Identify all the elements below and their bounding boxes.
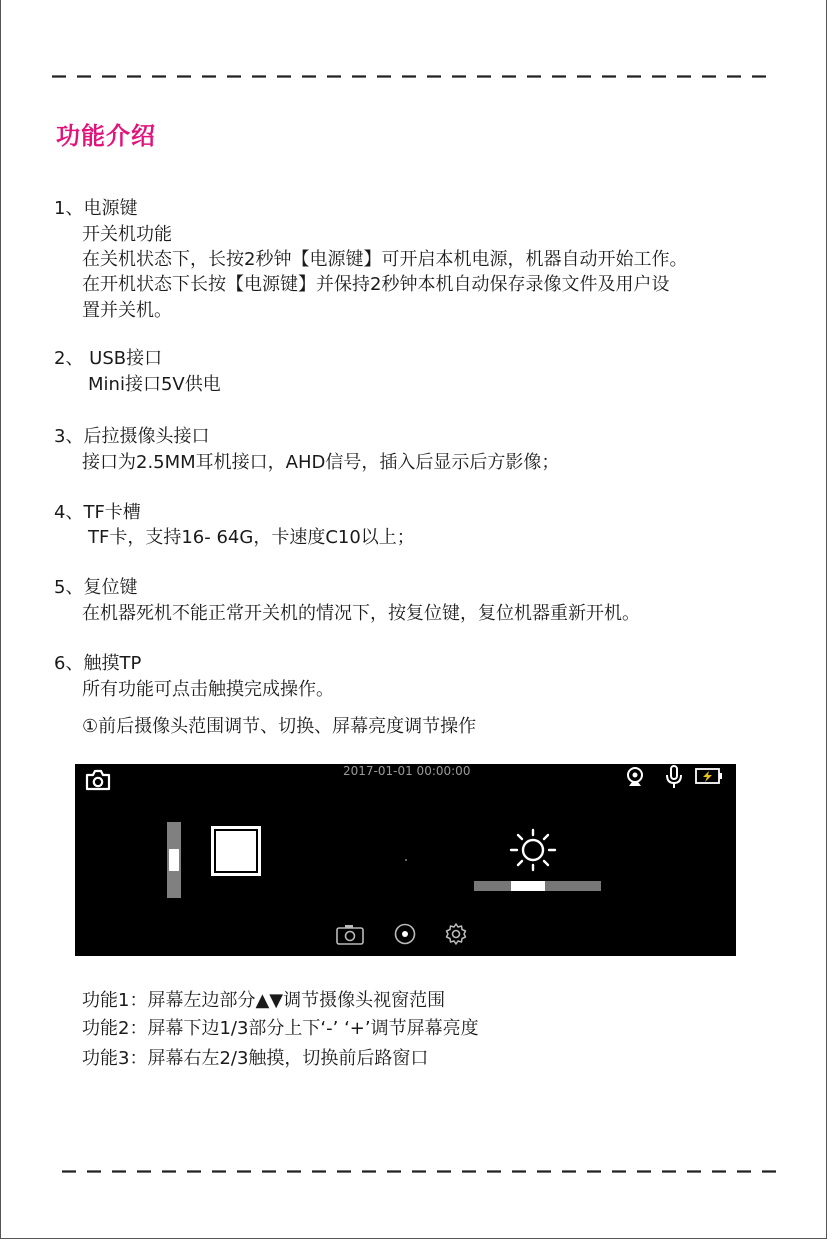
section-1-line-3: 在开机状态下长按【电源键】并保持2秒钟本机自动保存录像文件及用户设 — [82, 274, 670, 295]
section-6-line-1: 所有功能可点击触摸完成操作。 — [82, 679, 334, 700]
function-1-text: 功能1：屏幕左边部分▲▼调节摄像头视窗范围 — [82, 990, 446, 1011]
page-title: 功能介绍 — [56, 122, 156, 150]
section-1-heading: 1、电源键 — [54, 198, 138, 219]
microphone-icon[interactable] — [665, 765, 683, 789]
section-5-heading: 5、复位键 — [54, 577, 138, 598]
view-range-slider[interactable] — [167, 822, 181, 898]
section-2-heading: 2、 USB接口 — [54, 348, 163, 369]
top-dashed-divider — [52, 75, 768, 78]
section-3-heading: 3、后拉摄像头接口 — [54, 426, 210, 447]
view-range-slider-knob[interactable] — [169, 849, 179, 871]
section-1-line-1: 开关机功能 — [82, 224, 172, 245]
section-4-heading: 4、TF卡槽 — [54, 502, 141, 523]
webcam-icon[interactable] — [625, 766, 645, 788]
section-5-line-1: 在机器死机不能正常开关机的情况下，按复位键，复位机器重新开机。 — [82, 603, 640, 624]
brightness-icon — [507, 827, 559, 873]
section-6-line-2: ①前后摄像头范围调节、切换、屏幕亮度调节操作 — [82, 716, 477, 737]
photo-icon[interactable] — [336, 924, 364, 946]
pip-preview-window[interactable] — [211, 826, 261, 876]
section-6-heading: 6、触摸TP — [54, 653, 142, 674]
device-screen-illustration — [75, 764, 736, 956]
function-2-text: 功能2：屏幕下边1/3部分上下‘-’ ‘+’调节屏幕亮度 — [82, 1018, 479, 1039]
brightness-slider-knob[interactable] — [511, 881, 545, 891]
camera-icon[interactable] — [85, 768, 111, 792]
screen-timestamp: 2017-01-01 00:00:00 — [343, 764, 471, 778]
section-4-line-1: TF卡，支持16- 64G，卡速度C10以上； — [88, 527, 415, 548]
screen-center-dot — [405, 859, 407, 861]
function-3-text: 功能3：屏幕右左2/3触摸，切换前后路窗口 — [82, 1048, 429, 1069]
section-2-line-1: Mini接口5V供电 — [88, 374, 221, 395]
record-icon[interactable] — [394, 923, 416, 945]
bottom-dashed-divider — [62, 1170, 776, 1173]
section-1-line-2: 在关机状态下，长按2秒钟【电源键】可开启本机电源，机器自动开始工作。 — [82, 249, 688, 270]
battery-charging-icon — [695, 768, 723, 784]
brightness-slider[interactable] — [474, 881, 601, 891]
section-3-line-1: 接口为2.5MM耳机接口，AHD信号，插入后显示后方影像； — [82, 452, 560, 473]
section-1-line-4: 置并关机。 — [82, 300, 172, 321]
settings-icon[interactable] — [444, 922, 468, 946]
